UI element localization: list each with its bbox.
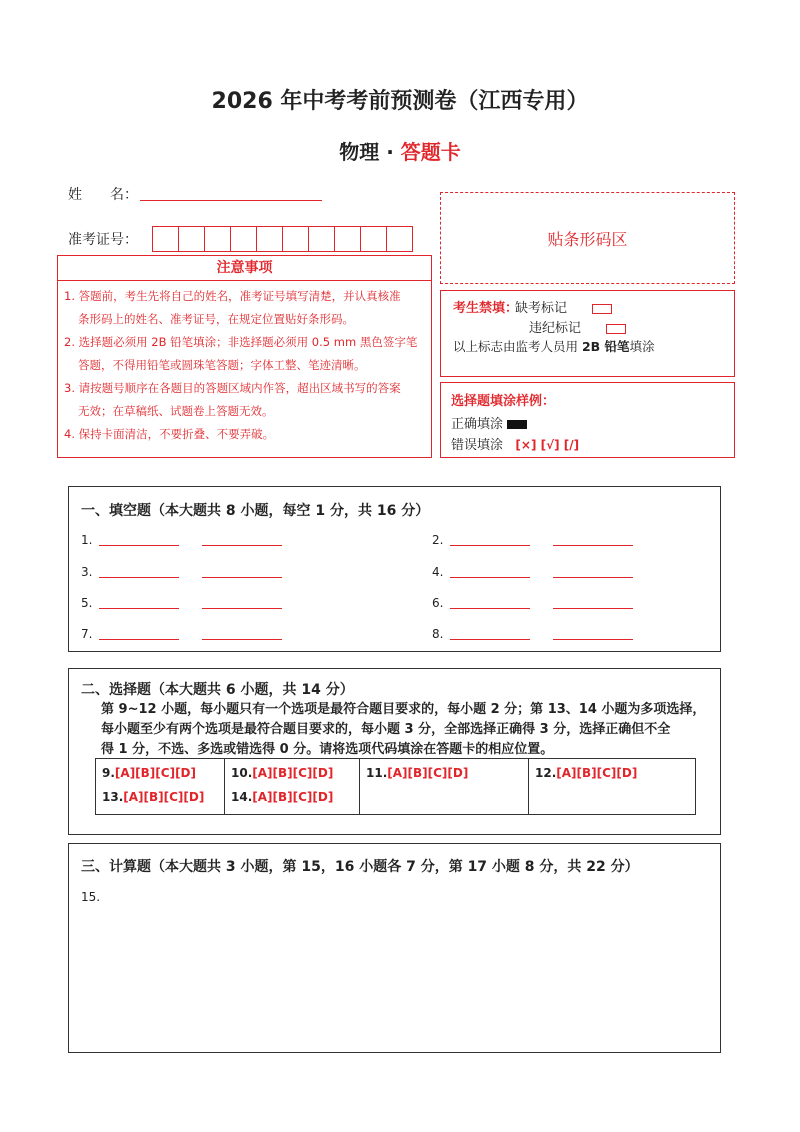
question-number: 8. <box>432 627 444 641</box>
id-digit-box[interactable] <box>361 227 387 251</box>
subtitle-answer-card: 答题卡 <box>400 140 461 164</box>
id-digit-box[interactable] <box>257 227 283 251</box>
id-digit-box[interactable] <box>335 227 361 251</box>
question-number: 6. <box>432 596 444 610</box>
answer-blank[interactable] <box>450 639 530 640</box>
choice-q11[interactable]: 11.[A][B][C][D] <box>366 766 469 780</box>
question-number: 5. <box>81 596 93 610</box>
question-number: 4. <box>432 565 444 579</box>
answer-blank[interactable] <box>553 639 633 640</box>
choice-answer-grid <box>95 758 696 815</box>
absent-mark-label: 缺考标记 <box>515 297 612 316</box>
answer-blank[interactable] <box>99 608 179 609</box>
wrong-sample: 错误填涂 [×] [√] [/] <box>451 438 580 453</box>
answer-blank[interactable] <box>99 545 179 546</box>
question-15-number: 15. <box>81 890 101 904</box>
fill-blank-section <box>68 486 721 652</box>
answer-blank[interactable] <box>553 545 633 546</box>
correct-fill-mark <box>507 420 527 429</box>
fill-sample-box <box>440 382 735 458</box>
correct-sample: 正确填涂 <box>451 413 527 432</box>
prohibited-title: 考生禁填： <box>453 301 519 316</box>
choice-q12[interactable]: 12.[A][B][C][D] <box>535 766 638 780</box>
prohibited-box <box>440 290 735 377</box>
answer-blank[interactable] <box>202 639 282 640</box>
id-digit-box[interactable] <box>231 227 257 251</box>
fill-section-title: 一、填空题（本大题共 8 小题，每空 1 分，共 16 分） <box>81 503 430 519</box>
answer-blank[interactable] <box>553 608 633 609</box>
violation-mark-box[interactable] <box>606 324 626 334</box>
answer-blank[interactable] <box>202 608 282 609</box>
name-field[interactable] <box>140 200 322 201</box>
notice-item: 1. 答题前，考生先将自己的姓名，准考证号填写清楚，并认真核准 条形码上的姓名、准考证号，在规定位置贴好条形码。 <box>64 289 401 326</box>
choice-section <box>68 668 721 835</box>
question-number: 2. <box>432 533 444 547</box>
absent-mark-box[interactable] <box>592 304 612 314</box>
answer-blank[interactable] <box>450 608 530 609</box>
notice-title: 注意事项 <box>58 256 431 281</box>
id-label: 准考证号： <box>68 232 138 248</box>
answer-blank[interactable] <box>553 577 633 578</box>
answer-blank[interactable] <box>99 639 179 640</box>
barcode-label: 贴条形码区 <box>547 230 628 249</box>
choice-q14[interactable]: 14.[A][B][C][D] <box>231 790 334 804</box>
page-title: 2026 年中考考前预测卷（江西专用） <box>211 89 589 114</box>
notice-item: 4. 保持卡面清洁，不要折叠、不要弄破。 <box>64 427 275 441</box>
notice-box <box>57 255 432 458</box>
answer-blank[interactable] <box>450 577 530 578</box>
id-digit-box[interactable] <box>387 227 412 251</box>
choice-section-title: 二、选择题（本大题共 6 小题，共 14 分） <box>81 682 354 698</box>
wrong-fill-marks: [×] [√] [/] <box>515 438 580 452</box>
name-label: 姓 名： <box>68 187 138 203</box>
answer-blank[interactable] <box>202 577 282 578</box>
subtitle-subject: 物理 · <box>339 140 401 164</box>
id-digit-box[interactable] <box>283 227 309 251</box>
answer-area-15[interactable] <box>99 908 699 1038</box>
violation-mark-label: 违纪标记 <box>529 317 626 336</box>
answer-blank[interactable] <box>202 545 282 546</box>
answer-blank[interactable] <box>450 545 530 546</box>
choice-instructions: 第 9~12 小题，每小题只有一个选项是最符合题目要求的，每小题 2 分；第 13、14 小题为多项选择， 每小题至少有两个选项是最符合题目要求的，每小题 3 分，全部选择正确得 3 分，选择正确但不全 得 1 分，不选、多选或错选得 0 分。请将选项代码填涂在答题卡的相应位置。 <box>101 702 706 757</box>
answer-blank[interactable] <box>99 577 179 578</box>
page-subtitle <box>0 136 800 165</box>
exam-id-boxes[interactable] <box>152 226 413 252</box>
id-digit-box[interactable] <box>309 227 335 251</box>
sample-title: 选择题填涂样例： <box>451 394 556 409</box>
barcode-area <box>440 192 735 284</box>
question-number: 3. <box>81 565 93 579</box>
question-number: 1. <box>81 533 93 547</box>
notice-item: 3. 请按题号顺序在各题目的答题区域内作答，超出区域书写的答案 无效；在草稿纸、试题卷上答题无效。 <box>64 381 401 418</box>
prohibited-note: 以上标志由监考人员用 2B 铅笔填涂 <box>453 339 655 354</box>
question-number: 7. <box>81 627 93 641</box>
choice-q9[interactable]: 9.[A][B][C][D] <box>102 766 196 780</box>
choice-q10[interactable]: 10.[A][B][C][D] <box>231 766 334 780</box>
choice-q13[interactable]: 13.[A][B][C][D] <box>102 790 205 804</box>
notice-item: 2. 选择题必须用 2B 铅笔填涂；非选择题必须用 0.5 mm 黑色签字笔 答题，不得用铅笔或圆珠笔答题；字体工整、笔迹清晰。 <box>64 335 418 372</box>
id-digit-box[interactable] <box>153 227 179 251</box>
calc-section-title: 三、计算题（本大题共 3 小题，第 15，16 小题各 7 分，第 17 小题 8 分，共 22 分） <box>81 859 639 875</box>
id-digit-box[interactable] <box>179 227 205 251</box>
calc-section <box>68 843 721 1053</box>
id-digit-box[interactable] <box>205 227 231 251</box>
